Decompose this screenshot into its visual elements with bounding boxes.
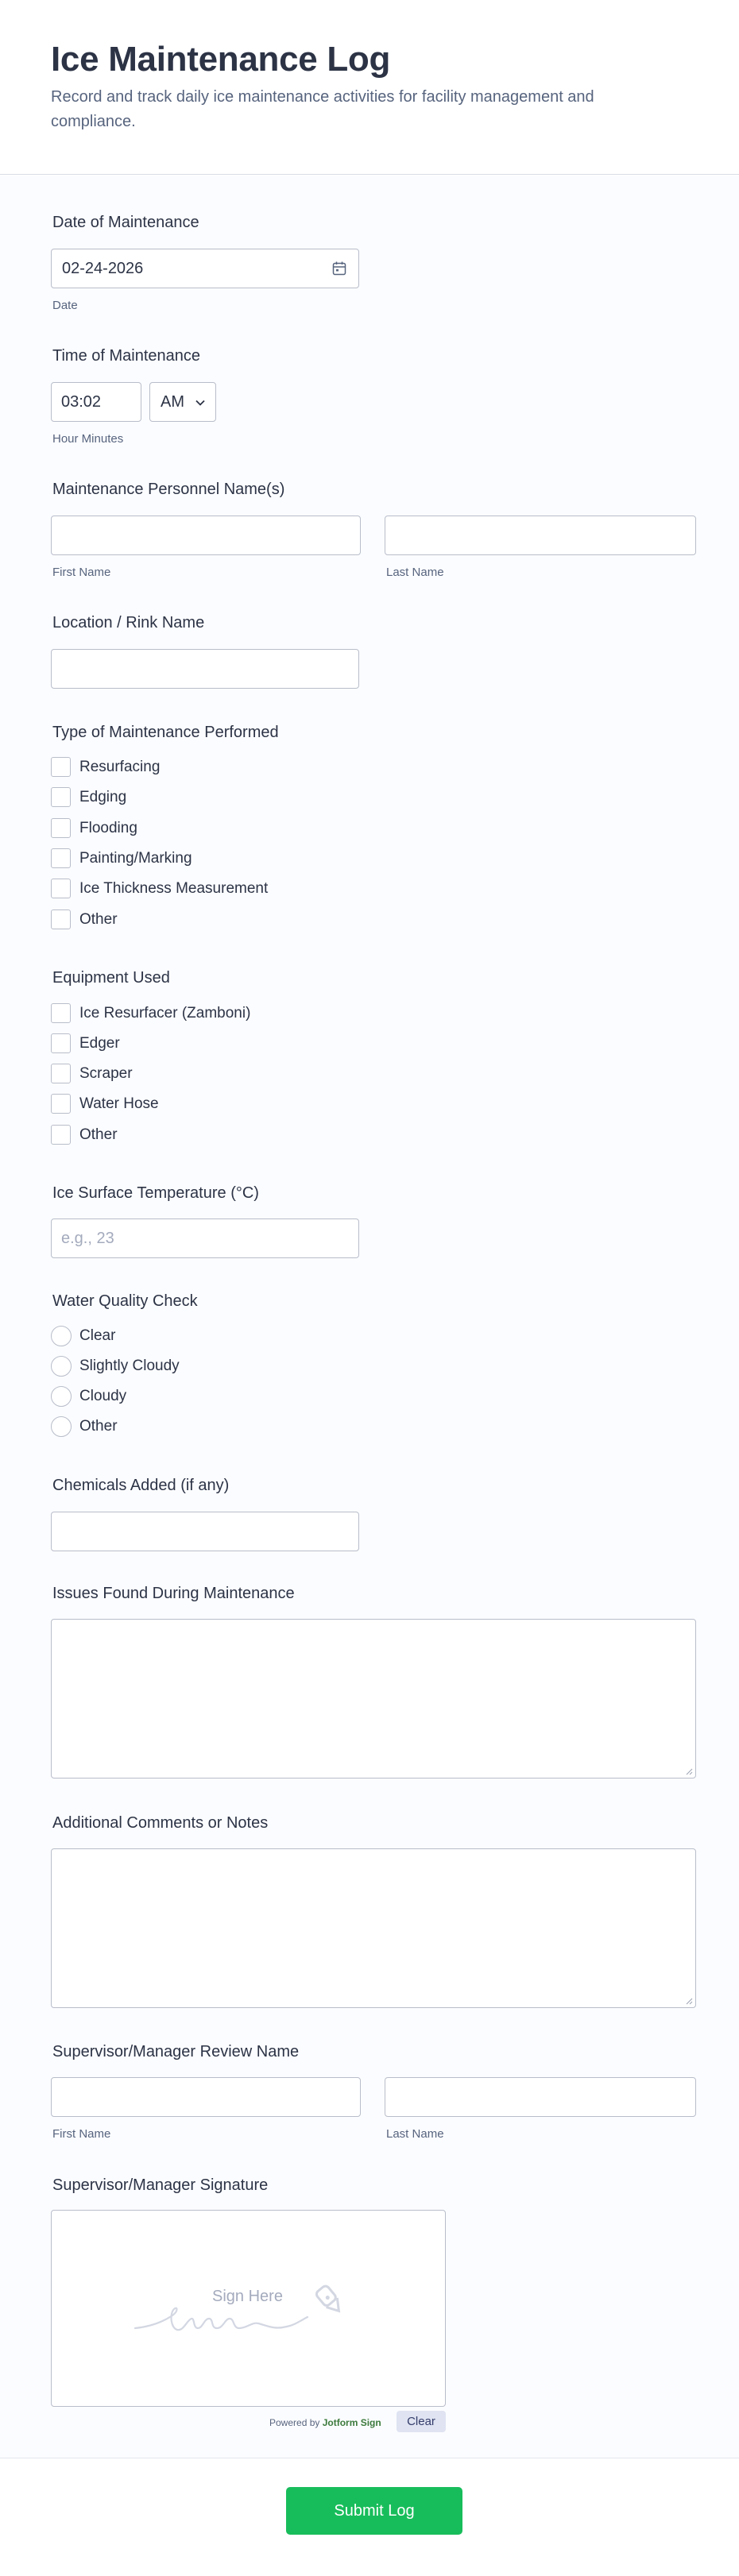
- checkbox[interactable]: [51, 879, 71, 898]
- equipment-label: Equipment Used: [52, 969, 170, 987]
- date-value: 02-24-2026: [62, 260, 144, 277]
- option-label: Slightly Cloudy: [79, 1358, 180, 1374]
- checkbox[interactable]: [51, 1094, 71, 1114]
- form-description: Record and track daily ice maintenance activities for facility management and compliance.: [51, 88, 594, 130]
- checkbox[interactable]: [51, 910, 71, 929]
- issues-textarea[interactable]: [51, 1619, 696, 1778]
- personnel-first-sublabel: First Name: [52, 566, 111, 579]
- radio[interactable]: [51, 1416, 72, 1437]
- supervisor-last-name-input[interactable]: [385, 2077, 696, 2117]
- option-label: Water Hose: [79, 1095, 159, 1112]
- temperature-label: Ice Surface Temperature (°C): [52, 1184, 259, 1202]
- temperature-input[interactable]: [51, 1218, 359, 1258]
- calendar-icon[interactable]: [331, 261, 347, 276]
- checkbox[interactable]: [51, 787, 71, 807]
- option-label: Resurfacing: [79, 759, 161, 775]
- comments-textarea[interactable]: [51, 1848, 696, 2008]
- personnel-last-sublabel: Last Name: [386, 566, 444, 579]
- time-input[interactable]: [51, 382, 141, 422]
- location-label: Location / Rink Name: [52, 614, 205, 631]
- jotform-sign-brand: Jotform Sign: [322, 2417, 381, 2428]
- option-label: Scraper: [79, 1065, 133, 1082]
- option-label: Ice Resurfacer (Zamboni): [79, 1005, 251, 1022]
- checkbox[interactable]: [51, 1033, 71, 1053]
- ampm-select[interactable]: [149, 382, 216, 422]
- option-label: Other: [79, 1126, 118, 1143]
- date-sublabel: Date: [52, 299, 78, 312]
- supervisor-first-sublabel: First Name: [52, 2127, 111, 2141]
- time-sublabel: Hour Minutes: [52, 432, 124, 446]
- checkbox[interactable]: [51, 1125, 71, 1145]
- time-value: 03:02: [61, 393, 102, 411]
- checkbox[interactable]: [51, 848, 71, 868]
- ampm-value: AM: [161, 393, 184, 411]
- personnel-first-name-input[interactable]: [51, 516, 361, 555]
- form-header: [0, 0, 739, 175]
- option-label: Painting/Marking: [79, 850, 192, 867]
- personnel-label: Maintenance Personnel Name(s): [52, 481, 285, 498]
- date-input[interactable]: [51, 249, 359, 288]
- clear-signature-button[interactable]: Clear: [397, 2411, 446, 2432]
- supervisor-label: Supervisor/Manager Review Name: [52, 2043, 300, 2060]
- signature-label: Supervisor/Manager Signature: [52, 2176, 269, 2194]
- radio[interactable]: [51, 1326, 72, 1346]
- option-label: Edging: [79, 789, 127, 805]
- powered-prefix: Powered by: [269, 2417, 320, 2428]
- date-label: Date of Maintenance: [52, 214, 199, 231]
- supervisor-last-sublabel: Last Name: [386, 2127, 444, 2141]
- powered-by: [269, 2417, 381, 2428]
- form-footer: [0, 2458, 739, 2576]
- checkbox[interactable]: [51, 1064, 71, 1083]
- resize-grip-icon[interactable]: [685, 1997, 693, 2005]
- checkbox[interactable]: [51, 1003, 71, 1023]
- submit-button[interactable]: Submit Log: [286, 2487, 462, 2535]
- location-input[interactable]: [51, 649, 359, 689]
- checkbox[interactable]: [51, 757, 71, 777]
- time-label: Time of Maintenance: [52, 347, 201, 365]
- signature-pad[interactable]: [51, 2210, 446, 2407]
- option-label: Other: [79, 1418, 118, 1435]
- maintenance-type-label: Type of Maintenance Performed: [52, 724, 279, 741]
- water-quality-label: Water Quality Check: [52, 1292, 198, 1310]
- radio[interactable]: [51, 1386, 72, 1407]
- checkbox[interactable]: [51, 818, 71, 838]
- option-label: Clear: [79, 1327, 116, 1344]
- option-label: Edger: [79, 1035, 120, 1052]
- resize-grip-icon[interactable]: [685, 1767, 693, 1775]
- chemicals-input[interactable]: [51, 1512, 359, 1551]
- radio[interactable]: [51, 1356, 72, 1377]
- option-label: Other: [79, 911, 118, 928]
- chevron-down-icon: [195, 397, 206, 408]
- option-label: Cloudy: [79, 1388, 127, 1404]
- personnel-last-name-input[interactable]: [385, 516, 696, 555]
- supervisor-first-name-input[interactable]: [51, 2077, 361, 2117]
- chemicals-label: Chemicals Added (if any): [52, 1477, 230, 1494]
- option-label: Flooding: [79, 820, 137, 836]
- form-title: Ice Maintenance Log: [51, 40, 391, 79]
- option-label: Ice Thickness Measurement: [79, 880, 269, 897]
- comments-label: Additional Comments or Notes: [52, 1814, 269, 1832]
- issues-label: Issues Found During Maintenance: [52, 1585, 295, 1602]
- signature-placeholder: Sign Here: [212, 2288, 283, 2305]
